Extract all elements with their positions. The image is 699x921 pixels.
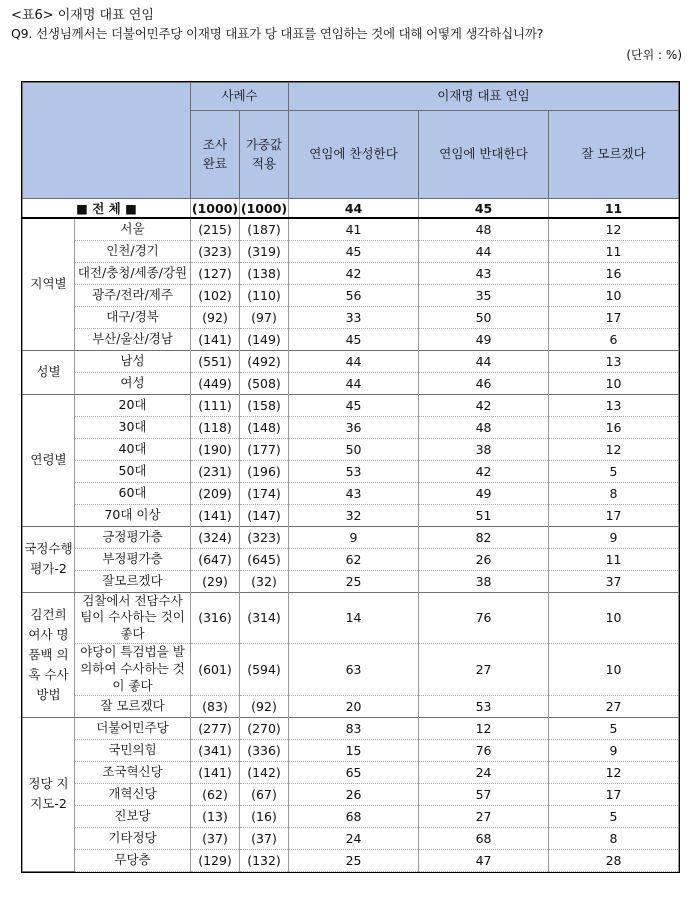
table-row	[23, 548, 679, 570]
dont-know-cell: 5	[549, 805, 679, 827]
approve-cell: 44	[289, 350, 419, 372]
dont-know-cell: 9	[549, 739, 679, 761]
subgroup-label-line: 50대	[118, 462, 147, 478]
subgroup-label-line: 부정평가층	[102, 550, 163, 566]
dont-know-cell: 28	[549, 849, 679, 871]
dont-know-cell: 12	[549, 438, 679, 460]
subgroup-label-line: 기타정당	[108, 829, 157, 845]
n-weighted-cell: (323)	[240, 526, 289, 548]
oppose-cell: 49	[419, 482, 549, 504]
oppose-cell: 27	[419, 805, 549, 827]
approve-cell: 14	[289, 592, 419, 644]
approve-cell: 45	[289, 240, 419, 262]
subgroup-label	[75, 644, 191, 696]
subgroup-label	[75, 240, 191, 262]
group-label	[23, 717, 75, 871]
subgroup-label-line: 40대	[118, 440, 147, 456]
subgroup-label-line: 진보당	[114, 807, 151, 823]
oppose-cell: 44	[419, 350, 549, 372]
subgroup-label-line: 광주/전라/제주	[92, 286, 173, 302]
subgroup-label	[75, 739, 191, 761]
approve-cell: 62	[289, 548, 419, 570]
dont-know-cell: 8	[549, 827, 679, 849]
total-n-survey: (1000)	[191, 199, 240, 219]
subgroup-label	[75, 328, 191, 350]
approve-cell: 56	[289, 284, 419, 306]
group-label-line: 김건희	[30, 606, 67, 622]
n-survey-cell: (449)	[191, 372, 240, 394]
table-row	[23, 526, 679, 548]
table-row	[23, 827, 679, 849]
table-row	[23, 592, 679, 644]
dont-know-cell: 11	[549, 548, 679, 570]
subgroup-label	[75, 284, 191, 306]
table-row	[23, 284, 679, 306]
subgroup-label	[75, 717, 191, 739]
dont-know-cell: 5	[549, 717, 679, 739]
group-label-line: 방법	[36, 686, 61, 702]
n-weighted-cell: (196)	[240, 460, 289, 482]
approve-cell: 65	[289, 761, 419, 783]
table-row	[23, 504, 679, 526]
group-label	[23, 394, 75, 526]
approve-cell: 44	[289, 372, 419, 394]
table-row	[23, 372, 679, 394]
dont-know-cell: 12	[549, 761, 679, 783]
approve-cell: 26	[289, 783, 419, 805]
n-survey-cell: (324)	[191, 526, 240, 548]
subgroup-label-line: 검찰에서 전담수사	[82, 592, 183, 608]
subgroup-label-line: 좋다	[120, 626, 145, 642]
subgroup-label	[75, 460, 191, 482]
n-survey-cell: (141)	[191, 504, 240, 526]
table-row	[23, 849, 679, 871]
subgroup-label	[75, 504, 191, 526]
n-weighted-cell: (187)	[240, 218, 289, 240]
n-weighted-cell: (138)	[240, 262, 289, 284]
subgroup-label-line: 60대	[118, 484, 147, 500]
approve-cell: 45	[289, 394, 419, 416]
approve-cell: 36	[289, 416, 419, 438]
subgroup-label	[75, 570, 191, 592]
table-row	[23, 695, 679, 717]
table-row	[23, 570, 679, 592]
header-survey-complete	[191, 111, 240, 199]
header-corner	[23, 83, 191, 199]
approve-cell: 33	[289, 306, 419, 328]
subgroup-label	[75, 695, 191, 717]
subgroup-label	[75, 218, 191, 240]
n-weighted-cell: (594)	[240, 644, 289, 696]
approve-cell: 32	[289, 504, 419, 526]
oppose-cell: 35	[419, 284, 549, 306]
n-survey-cell: (111)	[191, 394, 240, 416]
oppose-cell: 48	[419, 416, 549, 438]
oppose-cell: 76	[419, 592, 549, 644]
subgroup-label-line: 개혁신당	[108, 785, 157, 801]
n-survey-cell: (102)	[191, 284, 240, 306]
subgroup-label-line: 30대	[118, 418, 147, 434]
subgroup-label-line: 대구/경북	[106, 308, 159, 324]
subgroup-label	[75, 849, 191, 871]
subgroup-label	[75, 306, 191, 328]
n-survey-cell: (141)	[191, 328, 240, 350]
dont-know-cell: 17	[549, 504, 679, 526]
oppose-cell: 68	[419, 827, 549, 849]
header-col-dont-know: 잘 모르겠다	[549, 111, 679, 199]
subgroup-label	[75, 482, 191, 504]
table-row	[23, 416, 679, 438]
group-label-line: 연령별	[30, 452, 67, 467]
table-row	[23, 328, 679, 350]
n-survey-cell: (215)	[191, 218, 240, 240]
oppose-cell: 49	[419, 328, 549, 350]
total-label: ■ 전 체 ■	[23, 199, 191, 219]
table-row	[23, 306, 679, 328]
dont-know-cell: 13	[549, 350, 679, 372]
subgroup-label-line: 이 좋다	[112, 677, 153, 693]
n-weighted-cell: (319)	[240, 240, 289, 262]
dont-know-cell: 12	[549, 218, 679, 240]
approve-cell: 43	[289, 482, 419, 504]
table-row	[23, 218, 679, 240]
oppose-cell: 38	[419, 438, 549, 460]
approve-cell: 42	[289, 262, 419, 284]
group-label-line: 품백 의	[28, 646, 69, 662]
oppose-cell: 53	[419, 695, 549, 717]
n-survey-cell: (37)	[191, 827, 240, 849]
header-col-oppose: 연임에 반대한다	[419, 111, 549, 199]
table-row	[23, 460, 679, 482]
dont-know-cell: 10	[549, 372, 679, 394]
table-row	[23, 783, 679, 805]
question-text: Q9. 선생님께서는 더불어민주당 이재명 대표가 당 대표를 연임하는 것에 대해 어떻게 생각하십니까?	[11, 26, 544, 41]
group-label-line: 여사 명	[28, 626, 69, 642]
approve-cell: 25	[289, 570, 419, 592]
approve-cell: 41	[289, 218, 419, 240]
subgroup-label-line: 부산/울산/경남	[92, 330, 173, 346]
table-row	[23, 438, 679, 460]
approve-cell: 53	[289, 460, 419, 482]
n-survey-cell: (29)	[191, 570, 240, 592]
table-row	[23, 761, 679, 783]
header-weighted	[240, 111, 289, 199]
subgroup-label	[75, 548, 191, 570]
n-survey-cell: (62)	[191, 783, 240, 805]
table-label: <표6> 이재명 대표 연임	[11, 8, 154, 23]
n-weighted-cell: (67)	[240, 783, 289, 805]
oppose-cell: 51	[419, 504, 549, 526]
n-survey-cell: (316)	[191, 592, 240, 644]
n-survey-cell: (129)	[191, 849, 240, 871]
unit-label: (단위 : %)	[626, 48, 682, 62]
n-survey-cell: (551)	[191, 350, 240, 372]
dont-know-cell: 37	[549, 570, 679, 592]
dont-know-cell: 5	[549, 460, 679, 482]
subgroup-label-line: 더불어민주당	[96, 719, 169, 735]
subgroup-label	[75, 526, 191, 548]
total-n-weighted: (1000)	[240, 199, 289, 219]
subgroup-label-line: 의하여 수사하는 것	[80, 661, 185, 676]
oppose-cell: 46	[419, 372, 549, 394]
oppose-cell: 12	[419, 717, 549, 739]
total-oppose: 45	[419, 199, 549, 219]
n-survey-cell: (231)	[191, 460, 240, 482]
oppose-cell: 42	[419, 460, 549, 482]
subgroup-label	[75, 783, 191, 805]
dont-know-cell: 6	[549, 328, 679, 350]
subgroup-label	[75, 438, 191, 460]
subgroup-label	[75, 350, 191, 372]
approve-cell: 63	[289, 644, 419, 696]
group-label-line: 혹 수사	[28, 666, 69, 682]
subgroup-label	[75, 761, 191, 783]
group-label-line: 정당 지	[28, 776, 69, 792]
group-label-line: 성별	[36, 364, 61, 379]
approve-cell: 15	[289, 739, 419, 761]
dont-know-cell: 17	[549, 306, 679, 328]
subgroup-label-line: 서울	[120, 220, 145, 236]
oppose-cell: 43	[419, 262, 549, 284]
n-survey-cell: (13)	[191, 805, 240, 827]
dont-know-cell: 16	[549, 262, 679, 284]
group-label	[23, 350, 75, 394]
total-row	[23, 199, 679, 219]
subgroup-label-line: 잘 모르겠다	[100, 697, 165, 713]
subgroup-label-line: 무당층	[114, 851, 151, 867]
subgroup-label-line: 20대	[118, 396, 147, 412]
dont-know-cell: 17	[549, 783, 679, 805]
approve-cell: 20	[289, 695, 419, 717]
n-weighted-cell: (149)	[240, 328, 289, 350]
table-row	[23, 394, 679, 416]
table-row	[23, 805, 679, 827]
approve-cell: 24	[289, 827, 419, 849]
oppose-cell: 82	[419, 526, 549, 548]
total-dont-know: 11	[549, 199, 679, 219]
group-label	[23, 526, 75, 592]
n-weighted-cell: (645)	[240, 548, 289, 570]
approve-cell: 45	[289, 328, 419, 350]
n-survey-cell: (118)	[191, 416, 240, 438]
table-row	[23, 644, 679, 696]
n-weighted-cell: (16)	[240, 805, 289, 827]
n-weighted-cell: (314)	[240, 592, 289, 644]
oppose-cell: 48	[419, 218, 549, 240]
n-weighted-cell: (336)	[240, 739, 289, 761]
oppose-cell: 38	[419, 570, 549, 592]
n-survey-cell: (323)	[191, 240, 240, 262]
n-survey-cell: (92)	[191, 306, 240, 328]
table-row	[23, 240, 679, 262]
dont-know-cell: 11	[549, 240, 679, 262]
results-table	[22, 82, 679, 872]
header-weighted-line1: 가중값	[245, 137, 283, 153]
oppose-cell: 47	[419, 849, 549, 871]
n-weighted-cell: (97)	[240, 306, 289, 328]
table-row	[23, 739, 679, 761]
n-survey-cell: (190)	[191, 438, 240, 460]
table-row	[23, 350, 679, 372]
approve-cell: 25	[289, 849, 419, 871]
n-weighted-cell: (32)	[240, 570, 289, 592]
subgroup-label-line: 팀이 수사하는 것이	[80, 609, 185, 625]
subgroup-label	[75, 416, 191, 438]
header-cases: 사례수	[191, 83, 289, 111]
subgroup-label-line: 긍정평가층	[102, 528, 163, 544]
n-weighted-cell: (37)	[240, 827, 289, 849]
subgroup-label	[75, 372, 191, 394]
n-weighted-cell: (508)	[240, 372, 289, 394]
n-weighted-cell: (158)	[240, 394, 289, 416]
oppose-cell: 50	[419, 306, 549, 328]
subgroup-label	[75, 805, 191, 827]
n-weighted-cell: (177)	[240, 438, 289, 460]
n-survey-cell: (647)	[191, 548, 240, 570]
dont-know-cell: 16	[549, 416, 679, 438]
subgroup-label-line: 여성	[120, 374, 145, 390]
group-label-line: 국정수행	[24, 541, 73, 556]
approve-cell: 68	[289, 805, 419, 827]
n-weighted-cell: (492)	[240, 350, 289, 372]
total-approve: 44	[289, 199, 419, 219]
n-weighted-cell: (92)	[240, 695, 289, 717]
header-weighted-line2: 적용	[251, 155, 277, 171]
n-survey-cell: (277)	[191, 717, 240, 739]
header-survey-line1: 조사	[202, 137, 228, 153]
n-survey-cell: (141)	[191, 761, 240, 783]
subgroup-label-line: 인천/경기	[106, 242, 159, 258]
oppose-cell: 42	[419, 394, 549, 416]
group-label-line: 지역별	[30, 276, 67, 292]
group-label	[23, 218, 75, 350]
n-weighted-cell: (148)	[240, 416, 289, 438]
oppose-cell: 44	[419, 240, 549, 262]
dont-know-cell: 10	[549, 644, 679, 696]
dont-know-cell: 10	[549, 284, 679, 306]
n-survey-cell: (341)	[191, 739, 240, 761]
subgroup-label-line: 대전/충청/세종/강원	[77, 264, 188, 280]
group-label-line: 평가-2	[30, 561, 67, 576]
subgroup-label	[75, 394, 191, 416]
approve-cell: 9	[289, 526, 419, 548]
table-row	[23, 717, 679, 739]
oppose-cell: 27	[419, 644, 549, 696]
n-survey-cell: (209)	[191, 482, 240, 504]
n-survey-cell: (127)	[191, 262, 240, 284]
header-topic: 이재명 대표 연임	[289, 83, 679, 111]
subgroup-label	[75, 262, 191, 284]
approve-cell: 50	[289, 438, 419, 460]
subgroup-label	[75, 592, 191, 644]
n-weighted-cell: (147)	[240, 504, 289, 526]
dont-know-cell: 27	[549, 695, 679, 717]
n-weighted-cell: (142)	[240, 761, 289, 783]
group-label	[23, 592, 75, 717]
oppose-cell: 76	[419, 739, 549, 761]
oppose-cell: 24	[419, 761, 549, 783]
n-weighted-cell: (174)	[240, 482, 289, 504]
dont-know-cell: 8	[549, 482, 679, 504]
group-label-line: 지도-2	[30, 796, 67, 812]
subgroup-label-line: 70대 이상	[104, 506, 161, 522]
n-weighted-cell: (132)	[240, 849, 289, 871]
header-survey-line2: 완료	[202, 155, 228, 171]
header-col-approve: 연임에 찬성한다	[289, 111, 419, 199]
dont-know-cell: 10	[549, 592, 679, 644]
subgroup-label-line: 잘모르겠다	[102, 572, 163, 588]
subgroup-label-line: 야당이 특검법을 발	[80, 644, 185, 660]
table-row	[23, 482, 679, 504]
dont-know-cell: 9	[549, 526, 679, 548]
n-weighted-cell: (110)	[240, 284, 289, 306]
oppose-cell: 26	[419, 548, 549, 570]
subgroup-label-line: 남성	[120, 352, 145, 368]
oppose-cell: 57	[419, 783, 549, 805]
dont-know-cell: 13	[549, 394, 679, 416]
n-survey-cell: (601)	[191, 644, 240, 696]
table-row	[23, 262, 679, 284]
subgroup-label-line: 국민의힘	[108, 741, 157, 757]
n-survey-cell: (83)	[191, 695, 240, 717]
approve-cell: 83	[289, 717, 419, 739]
n-weighted-cell: (270)	[240, 717, 289, 739]
subgroup-label-line: 조국혁신당	[102, 763, 163, 779]
subgroup-label	[75, 827, 191, 849]
